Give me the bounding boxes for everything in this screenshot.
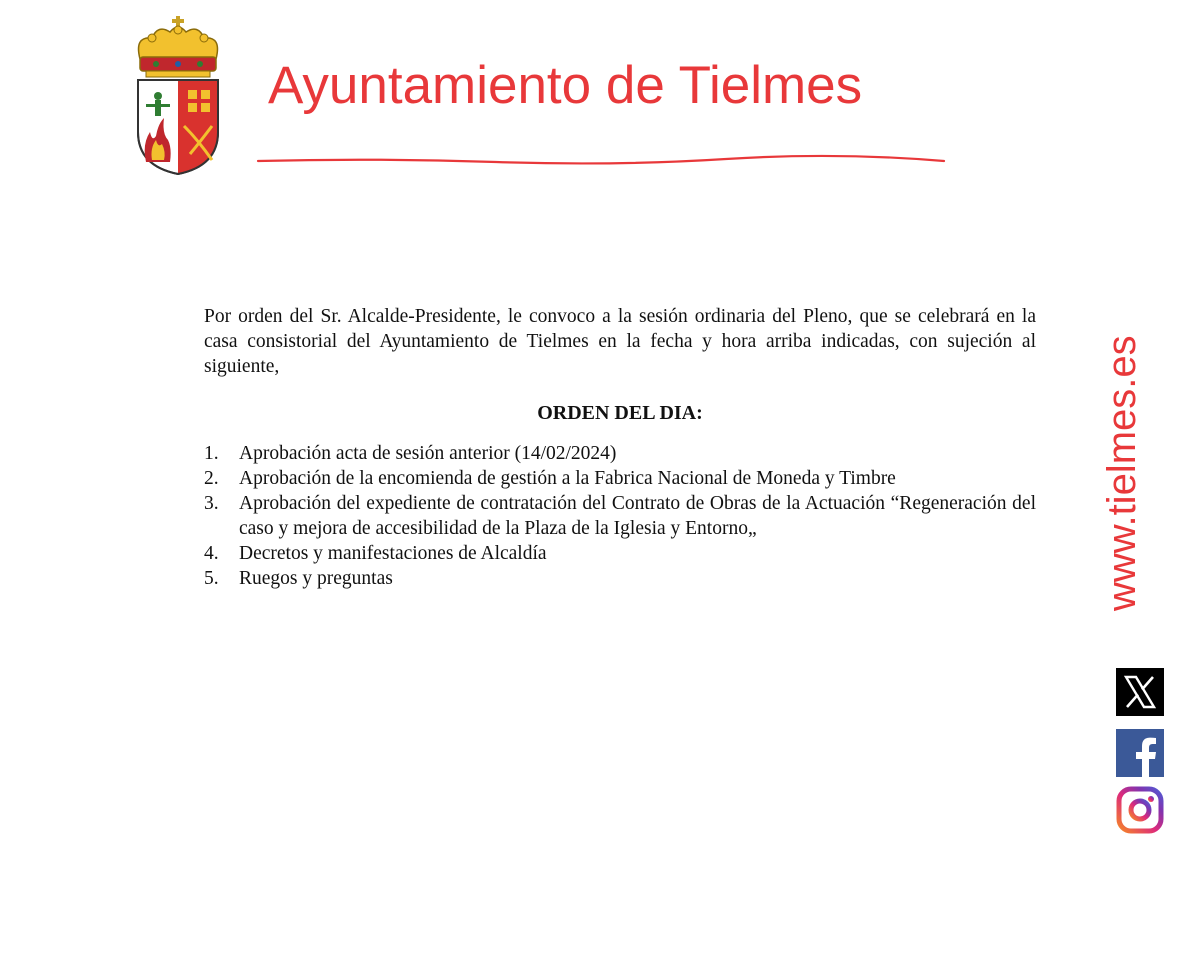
page-title: Ayuntamiento de Tielmes [268,56,863,115]
agenda-item-number: 4. [204,543,219,564]
coat-of-arms-logo [128,14,228,179]
agenda-item-number: 5. [204,568,219,589]
meeting-notice [204,304,1036,591]
agenda-item-number: 1. [204,443,219,464]
website-link[interactable]: www.tielmes.es [1100,335,1144,611]
agenda-item-text: Decretos y manifestaciones de Alcaldía [239,543,547,564]
agenda-item [204,566,1036,591]
agenda-item-number: 2. [204,468,219,489]
notice-intro: Por orden del Sr. Alcalde-Presidente, le convoco a la sesión ordinaria del Pleno, que se celebrará en la casa consistorial del Ayuntamiento de Tielmes en la fecha y hora arriba indicadas, con sujeción al siguiente, [204,306,1036,377]
agenda-item [204,541,1036,566]
agenda-item-text: Aprobación del expediente de contratación del Contrato de Obras de la Actuación “Regeneración del caso y mejora de accesibilidad de la Plaza de la Iglesia y Entorno„ [239,493,1036,539]
facebook-icon[interactable] [1116,729,1164,777]
crown-icon [139,16,218,77]
agenda-title: ORDEN DEL DIA: [537,402,703,424]
shield-icon [138,80,218,174]
agenda-item-text: Ruegos y preguntas [239,568,393,589]
agenda-item [204,466,1036,491]
title-underline [256,150,946,170]
agenda-list [204,441,1036,591]
agenda-item-text: Aprobación acta de sesión anterior (14/02/2024) [239,443,617,464]
agenda-item [204,491,1036,541]
agenda-item-number: 3. [204,493,219,514]
agenda-item-text: Aprobación de la encomienda de gestión a la Fabrica Nacional de Moneda y Timbre [239,468,896,489]
x-icon[interactable] [1116,668,1164,716]
instagram-icon[interactable] [1116,786,1164,834]
agenda-item [204,441,1036,466]
